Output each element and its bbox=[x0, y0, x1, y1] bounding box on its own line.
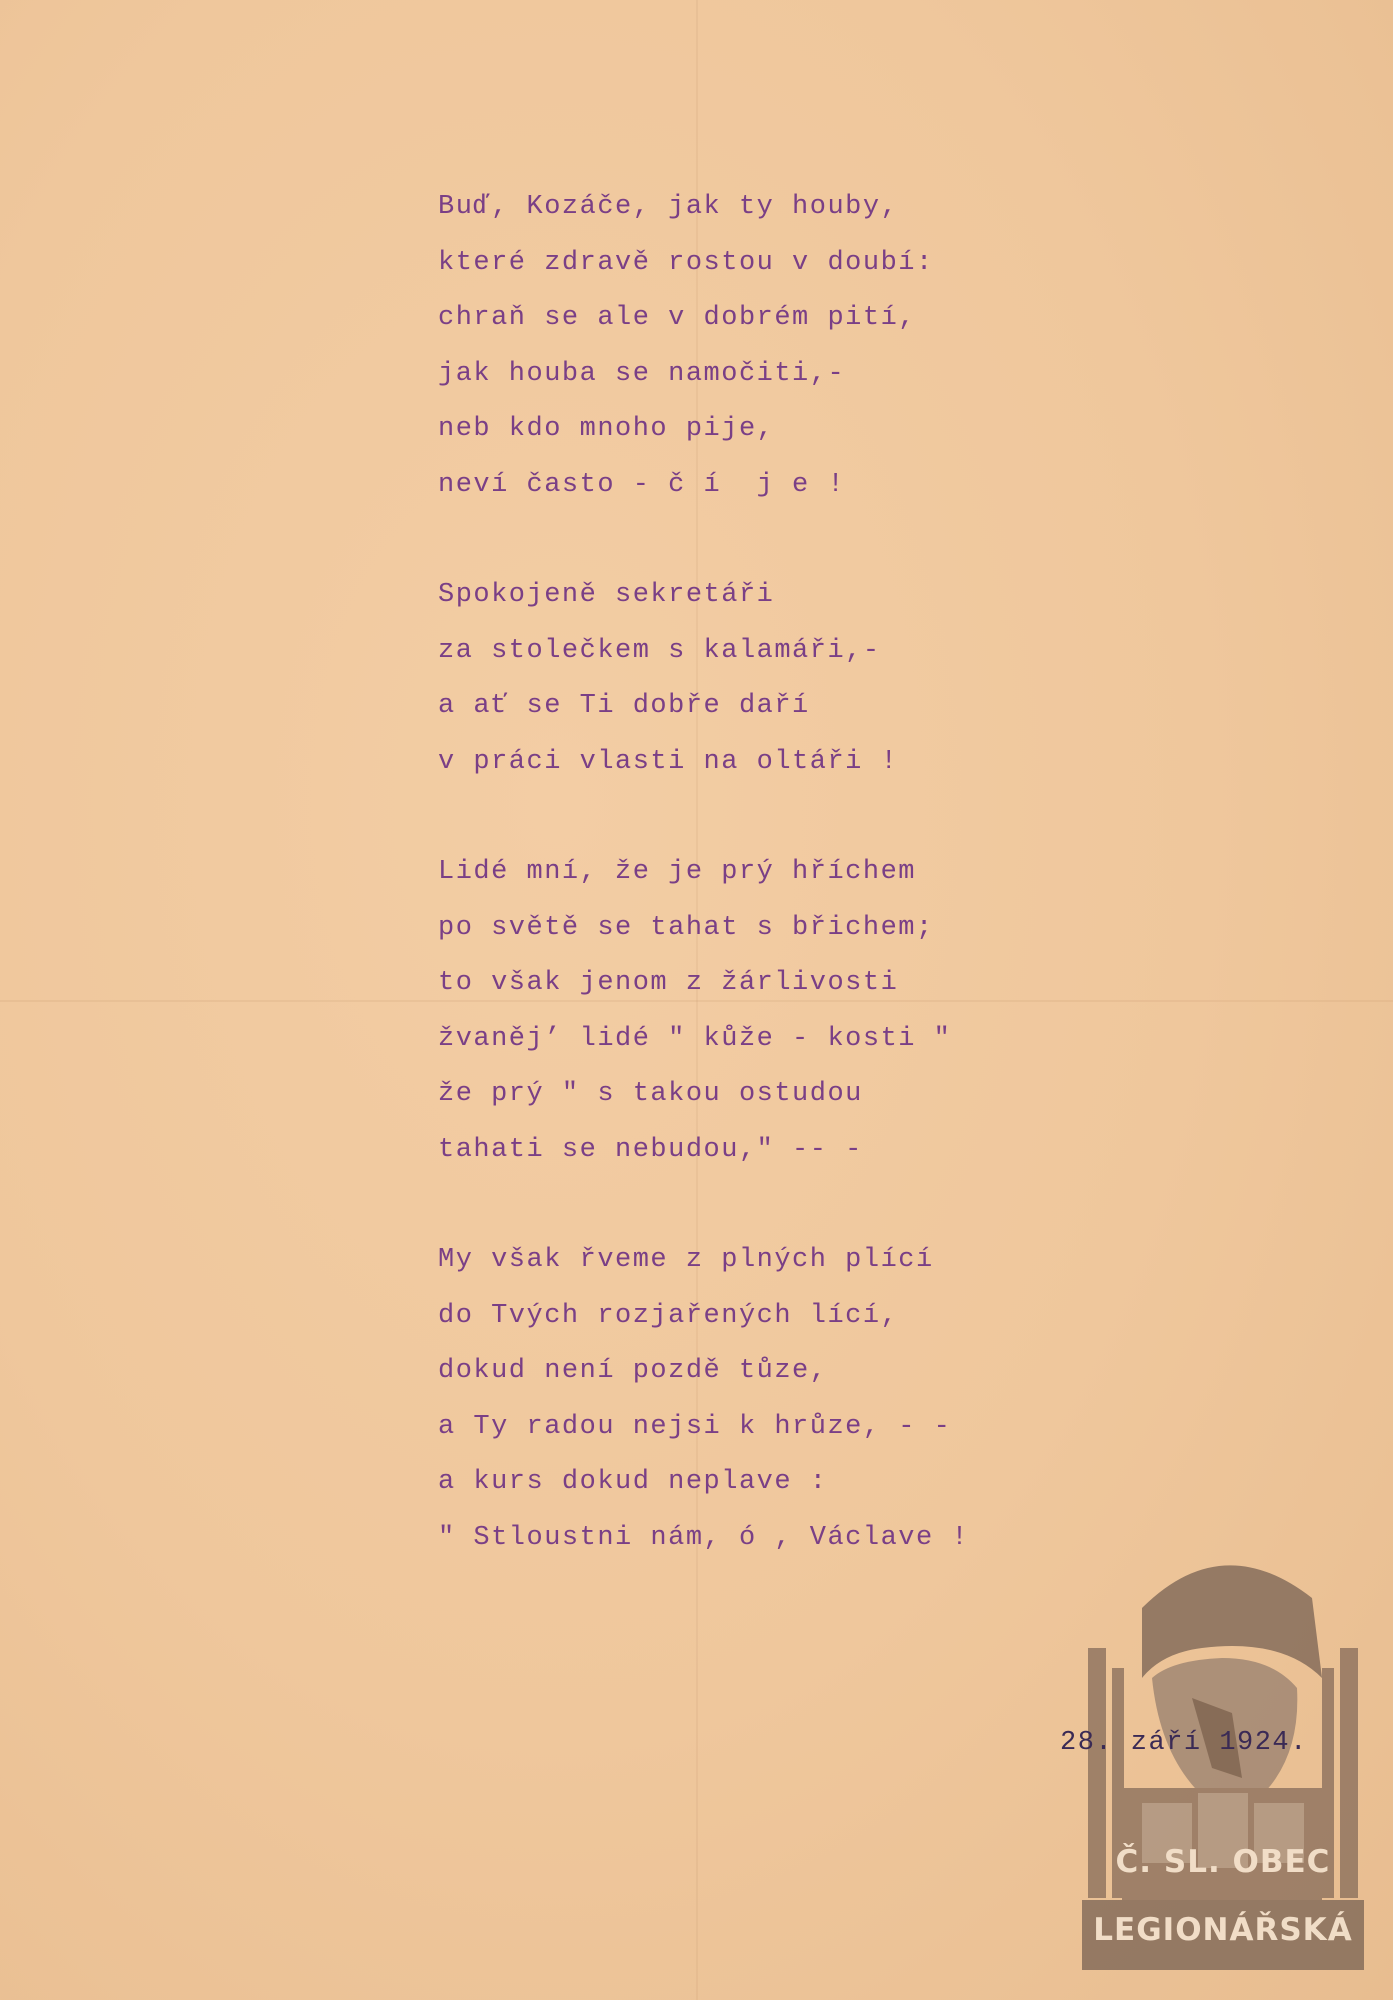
poem-line: za stolečkem s kalamáři,- bbox=[438, 635, 881, 666]
stamp-text-line-2: LEGIONÁŘSKÁ bbox=[1093, 1912, 1353, 1948]
poem-line: které zdravě rostou v doubí: bbox=[438, 247, 934, 278]
poem bbox=[438, 180, 1198, 1621]
poem-line: po světě se tahat s břichem; bbox=[438, 912, 934, 943]
date: 28. září 1924. bbox=[1060, 1728, 1308, 1758]
poem-line: Spokojeně sekretáři bbox=[438, 580, 775, 610]
stanza-1 bbox=[438, 180, 1198, 513]
poem-line: a Ty radou nejsi k hrůze, - - bbox=[438, 1411, 952, 1442]
poem-line: a kurs dokud neplave : bbox=[438, 1467, 828, 1497]
stanza-3 bbox=[438, 845, 1198, 1178]
poem-line: že prý " s takou ostudou bbox=[438, 1079, 863, 1109]
poem-line: tahati se nebudou," -- - bbox=[438, 1134, 863, 1165]
poem-line: chraň se ale v dobrém pití, bbox=[438, 303, 916, 333]
poem-line: v práci vlasti na oltáři ! bbox=[438, 746, 899, 777]
poem-line: a ať se Ti dobře daří bbox=[438, 691, 810, 721]
poem-line: neb kdo mnoho pije, bbox=[438, 414, 775, 444]
poem-line: Buď, Kozáče, jak ty houby, bbox=[438, 192, 899, 222]
poem-line: to však jenom z žárlivosti bbox=[438, 968, 899, 998]
poem-line: My však řveme z plných plící bbox=[438, 1245, 934, 1275]
poem-line: neví často - č í j e ! bbox=[438, 469, 846, 500]
poem-line: jak houba se namočiti,- bbox=[438, 358, 846, 389]
poem-line: do Tvých rozjařených lící, bbox=[438, 1300, 899, 1331]
stanza-4 bbox=[438, 1233, 1198, 1566]
stamp-text-line-1: Č. SL. OBEC bbox=[1115, 1844, 1331, 1880]
poem-line: žvaněj’ lidé " kůže - kosti " bbox=[438, 1023, 952, 1054]
stanza-2 bbox=[438, 568, 1198, 790]
poem-line: Lidé mní, že je prý hříchem bbox=[438, 857, 916, 887]
poem-line: " Stloustni nám, ó , Václave ! bbox=[438, 1522, 970, 1553]
poem-line: dokud není pozdě tůze, bbox=[438, 1356, 828, 1386]
